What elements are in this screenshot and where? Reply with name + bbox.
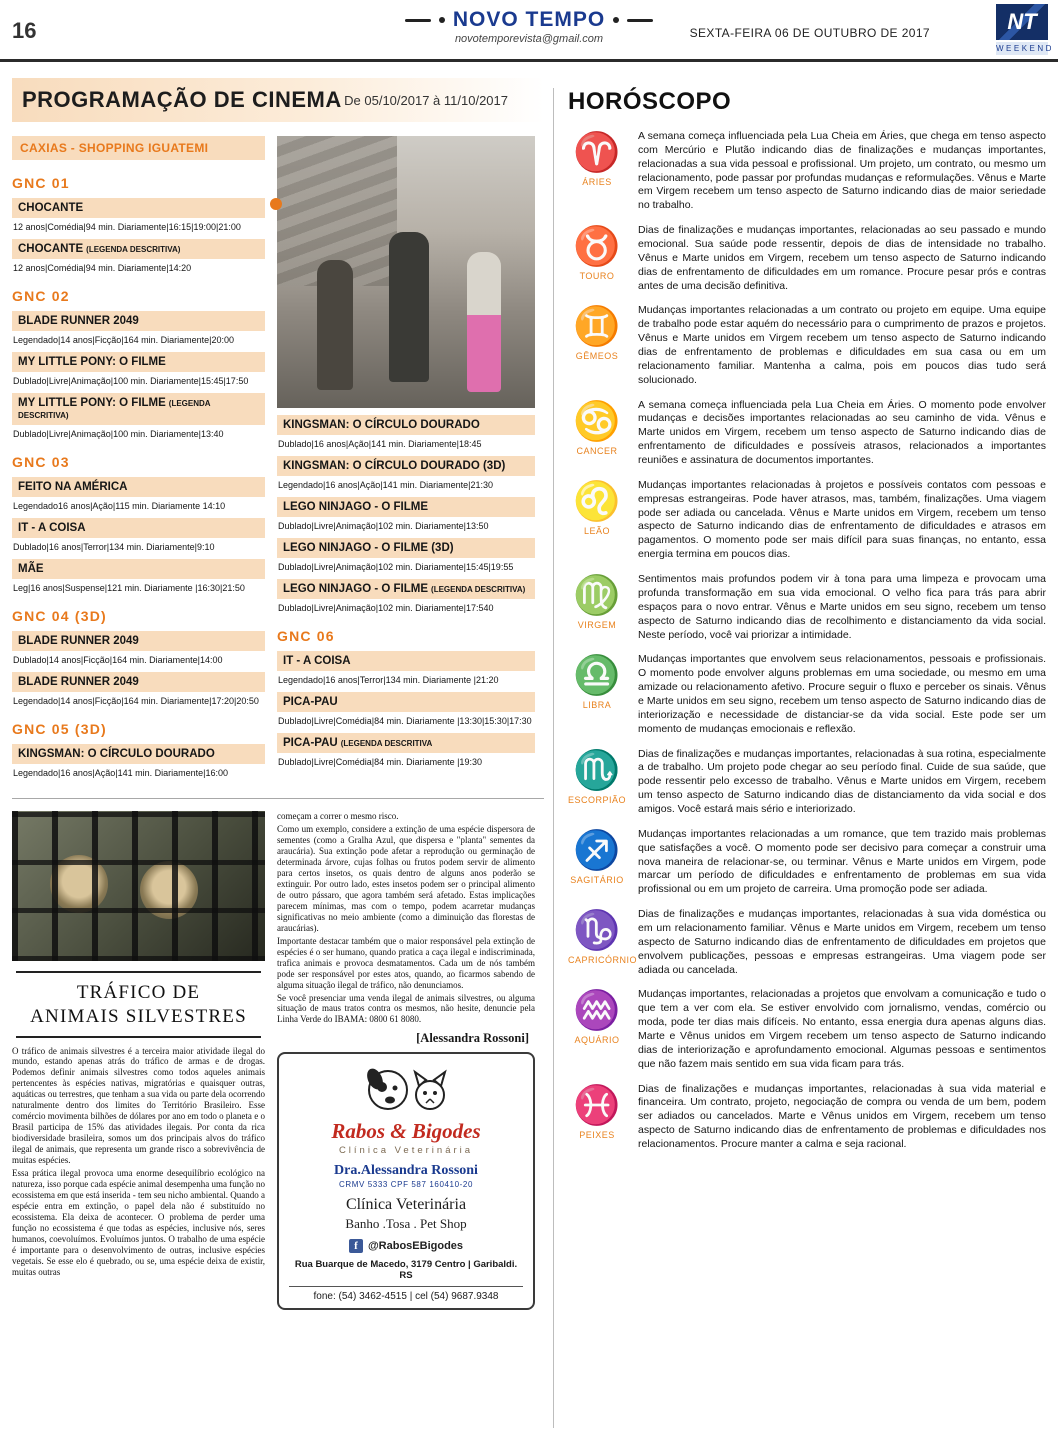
sign-label: LEÃO bbox=[583, 525, 610, 536]
horoscope-entry-aries bbox=[568, 130, 1046, 213]
sign-label: LIBRA bbox=[582, 700, 612, 711]
movie-listing bbox=[12, 393, 265, 439]
movie-title-bar: LEGO NINJAGO - O FILME bbox=[277, 497, 535, 517]
left-column bbox=[12, 78, 544, 1310]
movie-title-bar: MY LITTLE PONY: O FILME (LEGENDA DESCRITIVA) bbox=[12, 393, 265, 425]
sign-text: Dias de finalizações e mudanças importantes, relacionadas ao seu passado e mundo emocional. Sua saúde pode ressentir, depois de dias de intensidade no trabalho. Vênus e Marte unidos em Virgem, recebem um tenso aspecto de Saturno indicando dias de enfrentamento de dificuldades em um romance. Procure pesar prós e contras antes de uma decisão definitiva. bbox=[638, 224, 1046, 292]
movie-listing bbox=[12, 352, 265, 386]
movie-listing bbox=[277, 579, 535, 613]
movie-details: Dublado|Livre|Animação|100 min. Diariamente|15:45|17:50 bbox=[13, 376, 249, 386]
sign-label: AQUÁRIO bbox=[574, 1035, 620, 1046]
section-divider bbox=[12, 798, 544, 799]
horoscope-entry-escorpiao bbox=[568, 748, 1046, 817]
movie-listing bbox=[12, 239, 265, 273]
sign-label: GÊMEOS bbox=[575, 351, 619, 362]
movie-listing bbox=[277, 538, 535, 572]
horoscope-entry-aquario bbox=[568, 988, 1046, 1071]
room-header: GNC 05 (3D) bbox=[12, 721, 107, 737]
room-header: GNC 01 bbox=[12, 175, 70, 191]
movie-title-bar: IT - A COISA bbox=[12, 518, 265, 538]
edition-date: SEXTA-FEIRA 06 DE OUTUBRO DE 2017 bbox=[689, 26, 930, 40]
movie-title-bar: MY LITTLE PONY: O FILME bbox=[12, 352, 265, 372]
masthead-email: novotemporevista@gmail.com bbox=[454, 33, 604, 45]
horoscope-entry-libra bbox=[568, 653, 1046, 736]
sign-label: CAPRICÓRNIO bbox=[568, 955, 638, 966]
movie-listing bbox=[277, 497, 535, 531]
ad-crmv: CRMV 5333 CPF 587 160410-20 bbox=[338, 1180, 474, 1190]
ad-facebook-handle: @RabosEBigodes bbox=[367, 1240, 464, 1253]
masthead-title: NOVO TEMPO bbox=[452, 8, 606, 31]
sign-text: Sentimentos mais profundos podem vir à tona para uma limpeza e provocam uma profunda transformação em sua vida emocional. O velho fica para trás para abrir espaços para o novo entrar. Vênus e Marte unidos em seu signo, recebem um tenso aspecto de Saturno indicando dias de recolhimento e distanciamento da vida social. Neste período, você vai priorizar a intimidade. bbox=[638, 573, 1046, 641]
movie-details: Dublado|Livre|Comédia|84 min. Diariamente |19:30 bbox=[278, 757, 482, 767]
aquarius-icon: ♒ bbox=[573, 990, 621, 1033]
facebook-icon: f bbox=[349, 1239, 363, 1253]
cinema-listings bbox=[12, 136, 544, 780]
masthead-rule-left bbox=[405, 19, 431, 22]
movie-listing bbox=[277, 692, 535, 726]
horoscope-title: HORÓSCOPO bbox=[568, 88, 732, 115]
nt-weekend-logo bbox=[996, 4, 1054, 55]
article-text-col1 bbox=[12, 1046, 265, 1278]
cinema-date-range: De 05/10/2017 à 11/10/2017 bbox=[344, 92, 508, 108]
movie-details: 12 anos|Comédia|94 min. Diariamente|16:15|19:00|21:00 bbox=[13, 222, 241, 232]
masthead-rule-right bbox=[627, 19, 653, 22]
movie-details: Legendado|14 anos|Ficção|164 min. Diariamente|17:20|20:50 bbox=[13, 696, 259, 706]
movie-title-bar: KINGSMAN: O CÍRCULO DOURADO bbox=[12, 744, 265, 764]
libra-icon: ♎ bbox=[573, 655, 621, 698]
movie-title-bar: BLADE RUNNER 2049 bbox=[12, 311, 265, 331]
ad-facebook-row bbox=[289, 1239, 523, 1253]
movie-details: Dublado|16 anos|Ação|141 min. Diariamente|18:45 bbox=[278, 439, 482, 449]
horoscope-entry-touro bbox=[568, 224, 1046, 293]
vet-clinic-ad bbox=[277, 1052, 535, 1310]
sign-text: Mudanças importantes, relacionadas a projetos que envolvam a comunicação e tudo o que tem a ver com ela. Se estiver envolvido com jornalismo, vendas, comércio ou moda, pode ter dias mais difíceis. No entanto, essa energia dura apenas alguns dias. Marte e Vênus unidos em Virgem recebem um tenso aspecto de Saturno indicando dias de interiorização e aprofundamento emocional. Algumas pessoas e sentimentos que não fazem mais sentido em sua vida ficam para trás. bbox=[638, 988, 1046, 1070]
movie-listing bbox=[12, 311, 265, 345]
movie-listing bbox=[12, 477, 265, 511]
sign-label: CANCER bbox=[576, 445, 618, 456]
movie-details: Dublado|Livre|Animação|102 min. Diariamente|13:50 bbox=[278, 521, 489, 531]
masthead-dot-right bbox=[613, 17, 619, 23]
cancer-icon: ♋ bbox=[573, 400, 621, 443]
horoscope-entry-virgem bbox=[568, 573, 1046, 642]
movie-title-bar: FEITO NA AMÉRICA bbox=[12, 477, 265, 497]
article-right-column bbox=[277, 811, 535, 1310]
movie-title-bar: BLADE RUNNER 2049 bbox=[12, 631, 265, 651]
movie-details: Legendado|16 anos|Ação|141 min. Diariamente|16:00 bbox=[13, 768, 229, 778]
page-number: 16 bbox=[12, 18, 37, 43]
ad-brand-name: Rabos & Bigodes bbox=[331, 1119, 481, 1144]
movie-still-photo bbox=[277, 136, 535, 408]
movie-title-bar: CHOCANTE (LEGENDA DESCRITIVA) bbox=[12, 239, 265, 259]
scorpio-icon: ♏ bbox=[573, 749, 621, 792]
cinema-venue: CAXIAS - SHOPPING IGUATEMI bbox=[12, 136, 265, 160]
movie-title-bar: MÃE bbox=[12, 559, 265, 579]
article-signature: [Alessandra Rossoni] bbox=[416, 1031, 529, 1046]
room-header: GNC 03 bbox=[12, 454, 70, 470]
sign-text: Mudanças importantes que envolvem seus relacionamentos, pessoais e profissionais. O momento pode envolver alguns problemas em uma sociedade, ou mesmo em uma amizade ou relacionamento afetivo. Procure seguir o fluxo e perceber os sinais. Vênus e Marte unidos em seu signo, recebem um tenso aspecto de Saturno indicando dias de interiorização e necessidade de distanciar-se da vida social. Este pode ser um momento de mudanças emocionais e reflexão. bbox=[638, 653, 1046, 735]
cinema-section-header bbox=[12, 78, 544, 122]
horoscope-entry-cancer bbox=[568, 399, 1046, 468]
pisces-icon: ♓ bbox=[573, 1084, 621, 1127]
movie-listing bbox=[277, 651, 535, 685]
movie-details: Dublado|Livre|Animação|102 min. Diariamente|15:45|19:55 bbox=[278, 562, 514, 572]
room-header: GNC 04 (3D) bbox=[12, 608, 107, 624]
movie-title-bar: PICA-PAU bbox=[277, 692, 535, 712]
movie-details: 12 anos|Comédia|94 min. Diariamente|14:20 bbox=[13, 263, 192, 273]
sign-text: Dias de finalizações e mudanças importantes, relacionadas à sua vida material e financeira. Um contrato, projeto, negociação de compra ou venda de um bem, podem ser adiados ou cancelados. Marte e Vênus unidos em Virgem, recebem um tenso aspecto de Saturno indicando dias de enfrentamento de problemas e dificuldades nos relacionamentos. Procure manter a calma e seja racional. bbox=[638, 1082, 1046, 1150]
article-paragraph: Essa prática ilegal provoca uma enorme desequilíbrio ecológico na natureza, isso porque cada espécie animal desempenha uma função no ecossistema em que está inserida - tem seu nicho ambiental. Quando a espécie entra em extinção, o papel dela não é substituído no ecossistema. Ela deixa de acontecer. O problema de perder uma função no ecossistema é que todas as espécies, inclusive nós, seres humanos, coevoluímos. Evoluímos juntos. O trabalho de uma espécie é importante para o desenvolvimento de outras, inclusive espécies vegetais. Se esse elo é quebrado, ou se, uma espécie deixa de existir, muitas outras bbox=[12, 1168, 265, 1277]
movie-details: Leg|16 anos|Suspense|121 min. Diariamente |16:30|21:50 bbox=[13, 583, 245, 593]
movie-details: Legendado|14 anos|Ficção|164 min. Diariamente|20:00 bbox=[13, 335, 234, 345]
movie-details: Dublado|14 anos|Ficção|164 min. Diariamente|14:00 bbox=[13, 655, 223, 665]
horoscope-entry-leao bbox=[568, 479, 1046, 562]
page-header bbox=[0, 0, 1058, 62]
movie-details: Dublado|16 anos|Terror|134 min. Diariamente|9:10 bbox=[13, 542, 215, 552]
ad-service-line2: Banho .Tosa . Pet Shop bbox=[345, 1216, 467, 1232]
movie-listing bbox=[12, 198, 265, 232]
movie-details: Legendado16 anos|Ação|115 min. Diariamente 14:10 bbox=[13, 501, 226, 511]
ad-doctor-name: Dra.Alessandra Rossoni bbox=[334, 1163, 478, 1179]
article-paragraph: Se você presenciar uma venda ilegal de animais silvestres, ou alguma situação de maus tratos contra os mesmos, não hesite, denuncie pela Linha Verde do IBAMA: 0800 61 8080. bbox=[277, 992, 535, 1025]
sign-text: A semana começa influenciada pela Lua Cheia em Áries. O momento pode envolver mudanças e decisões importantes relacionadas ao seu caminho de vida. Vênus e Marte unidos em Virgem, recebem um tenso aspecto de Saturno indicando dias de enfrentamento de dificuldades e possíveis atrasos, relacionados a importantes reuniões e assinatura de documentos importantes. bbox=[638, 398, 1046, 467]
gemini-icon: ♊ bbox=[573, 306, 621, 349]
taurus-icon: ♉ bbox=[573, 226, 621, 269]
sign-text: Dias de finalizações e mudanças importantes, relacionadas à sua rotina, especialmente a de trabalho. Um projeto pode chegar ao seu período final. Cuide de sua saúde, que pode ressentir pelo excesso de trabalho. Vênus e Marte unidos em Virgem, recebem um tenso aspecto de Saturno indicando dias de distanciamento da vida social e dos amigos. Você estará mais sério e interiorizado. bbox=[638, 747, 1046, 815]
photo-figure bbox=[467, 252, 501, 392]
movie-details: Legendado|16 anos|Terror|134 min. Diariamente |21:20 bbox=[278, 675, 499, 685]
horoscope-entry-peixes bbox=[568, 1083, 1046, 1152]
movie-title-bar: CHOCANTE bbox=[12, 198, 265, 218]
movie-listing bbox=[277, 415, 535, 449]
movie-details: Dublado|Livre|Comédia|84 min. Diariamente |13:30|15:30|17:30 bbox=[278, 716, 532, 726]
movie-title-bar: PICA-PAU (LEGENDA DESCRITIVA bbox=[277, 733, 535, 753]
nt-logo-icon: NT bbox=[996, 4, 1048, 40]
orange-bullet-icon bbox=[270, 198, 282, 210]
cinema-title: PROGRAMAÇÃO DE CINEMA bbox=[22, 87, 342, 112]
movie-details: Legendado|16 anos|Ação|141 min. Diariamente|21:30 bbox=[278, 480, 494, 490]
movie-listing bbox=[12, 744, 265, 778]
movie-listing bbox=[277, 456, 535, 490]
article-title: TRÁFICO DE ANIMAIS SILVESTRES bbox=[16, 971, 261, 1038]
article-section bbox=[12, 811, 544, 1310]
room-header: GNC 02 bbox=[12, 288, 70, 304]
movie-listing bbox=[12, 631, 265, 665]
cinema-right-column bbox=[277, 136, 535, 780]
column-divider bbox=[553, 88, 554, 1428]
sign-label: TOURO bbox=[579, 271, 615, 282]
sagittarius-icon: ♐ bbox=[573, 829, 621, 872]
horoscope-entry-capricornio bbox=[568, 908, 1046, 977]
sign-label: PEIXES bbox=[579, 1129, 615, 1140]
cinema-left-column bbox=[12, 136, 265, 780]
monkeys-cage-photo bbox=[12, 811, 265, 961]
movie-listing bbox=[12, 672, 265, 706]
movie-listing bbox=[12, 518, 265, 552]
sign-label: SAGITÁRIO bbox=[570, 874, 624, 885]
movie-title-bar: BLADE RUNNER 2049 bbox=[12, 672, 265, 692]
sign-text: Mudanças importantes relacionadas a um romance, que tem trazido mais problemas que satisfações a você. O momento pode ser decisivo para começar a construir uma nova maneira de relacionar-se, ou terminar. Vênus e Marte unidos em Virgem, pode marcar um período de dificuldades e enfrentamento de problemas em sua vida profissional ou em um projeto de carreira. Uma promoção pode ser adiada. bbox=[638, 827, 1046, 896]
movie-details: Dublado|Livre|Animação|100 min. Diariamente|13:40 bbox=[13, 429, 224, 439]
sign-label: ESCORPIÃO bbox=[568, 794, 627, 805]
leo-icon: ♌ bbox=[573, 480, 621, 523]
cage-bars bbox=[12, 811, 265, 961]
movie-listing bbox=[277, 733, 535, 767]
movie-title-bar: IT - A COISA bbox=[277, 651, 535, 671]
nt-logo-weekend-label: WEEKEND bbox=[996, 44, 1054, 53]
horoscope-section bbox=[568, 88, 1046, 1163]
sign-text: Mudanças importantes relacionadas à projetos e possíveis contatos com pessoas e empresas estrangeiras. Pode haver atrasos, mas, também, finalizações. Uma viagem pode ser adiada ou cancelada. Vênus e Marte unidos em Virgem, recebem um tenso aspecto de Saturno indicando dias de enfrentamento de dificuldades e atrasos em pagamentos. O momento pode ser mais difícil para suas finanças, no entanto, essa energia termina em poucos dias. bbox=[638, 478, 1046, 561]
movie-listing bbox=[12, 559, 265, 593]
movie-title-bar: LEGO NINJAGO - O FILME (3D) bbox=[277, 538, 535, 558]
article-text-col2 bbox=[277, 811, 535, 1025]
article-paragraph: começam a correr o mesmo risco. bbox=[277, 811, 399, 821]
photo-figure bbox=[317, 260, 353, 390]
movie-details: Dublado|Livre|Animação|102 min. Diariamente|17:540 bbox=[278, 603, 494, 613]
article-left-column bbox=[12, 811, 265, 1310]
article-paragraph: Como um exemplo, considere a extinção de uma espécie dispersora de sementes (como a Gralha Azul, que dispersa e "planta" sementes da araucária). Sua extinção pode afetar a reprodução ou germinação de determinada árvore, cujas folhas ou frutos podem servir de alimento para certos insetos, os quais dentro de alguns anos poderão se extinguir. Por outro lado, estes insetos podem ser o principal alimento de outro pássaro, que agora também será afetado. Estas implicações parecem mínimas, mas com o tempo, podem acarretar mudanças significativas no meio ambiente (como a diminuição das florestas de araucárias). bbox=[277, 823, 535, 933]
sign-text: Dias de finalizações e mudanças importantes, relacionadas à sua vida doméstica ou em um relacionamento familiar. Vênus e Marte unidos em Virgem, recebem um tenso aspecto de Saturno indicando dias de enfrentamento de dificuldades em projetos que envolvem publicações, pessoas e empresas estrangeiras. Uma viagem pode ser adiada ou cancelada. bbox=[638, 908, 1046, 976]
aries-icon: ♈ bbox=[573, 132, 621, 174]
ad-phone: fone: (54) 3462-4515 | cel (54) 9687.9348 bbox=[289, 1286, 523, 1302]
masthead-dot-left bbox=[439, 17, 445, 23]
article-paragraph: Importante destacar também que o maior responsável pela extinção de espécies é o ser humano, quando pratica a caça ilegal e indiscriminada, trafica animais e provoca desmatamentos. Cada um de nós também pode ser responsável por estes atos, quando, ao ficarmos sabendo de alguma situação ilegal de tráfico, não denunciamos. bbox=[277, 935, 535, 990]
ad-service-line1: Clínica Veterinária bbox=[345, 1196, 467, 1214]
photo-figure bbox=[389, 232, 429, 382]
ad-brand-subtitle: Clínica Veterinária bbox=[338, 1145, 474, 1157]
sign-label: ÁRIES bbox=[582, 177, 612, 187]
movie-title-bar: LEGO NINJAGO - O FILME (LEGENDA DESCRITIVA) bbox=[277, 579, 535, 599]
capricorn-icon: ♑ bbox=[573, 910, 621, 953]
article-paragraph: O tráfico de animais silvestres é a terceira maior atividade ilegal do mundo, estando apenas atrás do tráfico de armas e de drogas. Podemos definir animais silvestres como todos aqueles animais pertencentes às espécies nativas, migratórias e quaisquer outras, aquáticas ou terrestres, que tenham a sua vida ou parte dela ocorrendo naturalmente dentro dos limites do Território Brasileiro. Esse comércio movimenta bilhões de dólares por ano em todo o planeta e o Brasil participa de 15% das atividades ilegais. Por conta da rica biodiversidade brasileira, somos um dos principais alvos do tráfico ilegal de animais, que representa um grande risco a sobrevivência de muitas espécies. bbox=[12, 1045, 265, 1166]
virgo-icon: ♍ bbox=[573, 575, 621, 618]
dog-cat-logo-icon bbox=[346, 1062, 466, 1120]
ad-address: Rua Buarque de Macedo, 3179 Centro | Garibaldi. RS bbox=[294, 1259, 518, 1282]
sign-text: Mudanças importantes relacionadas a um contrato ou projeto em equipe. Uma equipe de trabalho pode estar aquém do necessário para o cumprimento de prazos e projetos. Vênus e Marte unidos em Virgem recebem um tenso aspecto de Saturno indicando dias de enfrentamento de problemas e dificuldades em sua casa ou em um relacionamento familiar. Mantenha a calma, pois em poucos dias tudo será solucionado. bbox=[638, 304, 1046, 386]
movie-title-bar: KINGSMAN: O CÍRCULO DOURADO bbox=[277, 415, 535, 435]
sign-text: A semana começa influenciada pela Lua Cheia em Áries, que chega em tenso aspecto com Mercúrio e Plutão indicando dias de finalizações e mudanças importantes, relacionadas a sua vida pessoal e profissional. Um projeto, um contrato, ou mesmo um relacionamento, pode passar por profundas mudanças e reformulações. Vênus e Marte em Virgem recebem um tenso aspecto de Saturno indicando dias de maior seriedade no trabalho. bbox=[638, 130, 1046, 212]
horoscope-entry-sagitario bbox=[568, 828, 1046, 897]
sign-label: VIRGEM bbox=[577, 620, 617, 631]
movie-title-bar: KINGSMAN: O CÍRCULO DOURADO (3D) bbox=[277, 456, 535, 476]
horoscope-entry-gemeos bbox=[568, 304, 1046, 387]
room-header: GNC 06 bbox=[277, 628, 335, 644]
